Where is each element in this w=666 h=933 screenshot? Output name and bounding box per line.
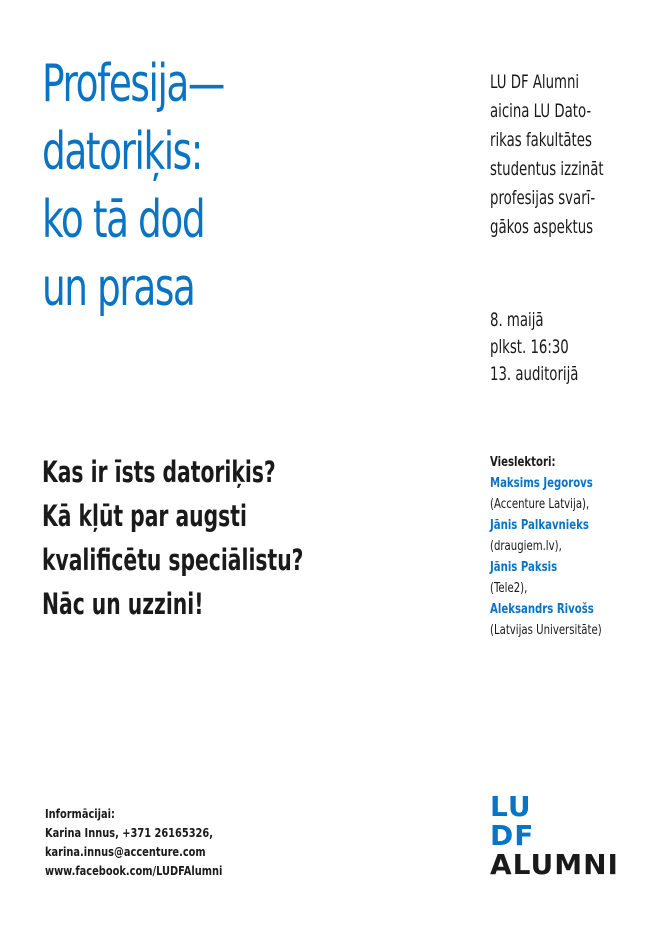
speaker-name: Jānis Palkavnieks bbox=[490, 518, 589, 533]
lecturers-heading: Vieslektori: bbox=[490, 455, 556, 470]
headline-line: un prasa bbox=[42, 258, 195, 318]
speaker-org: (Latvijas Universitāte) bbox=[490, 623, 602, 638]
speaker-name: Aleksandrs Rivošs bbox=[490, 602, 594, 617]
question-line: Kā kļūt par augsti bbox=[42, 499, 247, 533]
intro-line: LU DF Alumni bbox=[490, 71, 580, 93]
speaker-org: (draugiem.lv), bbox=[490, 539, 562, 554]
intro-line: studentus izzināt bbox=[490, 158, 604, 180]
headline-line: Profesija— bbox=[42, 54, 224, 114]
headline-line: datoriķis: bbox=[42, 122, 202, 182]
event-date: 8. maijā bbox=[490, 309, 544, 331]
event-details bbox=[490, 307, 578, 388]
contact-person: Karina Innus, +371 26165326, bbox=[45, 826, 213, 840]
logo-line-alumni: ALUMNI bbox=[490, 848, 619, 881]
contact-heading: Informācijai: bbox=[45, 807, 115, 821]
intro-line: profesijas svarī- bbox=[490, 187, 596, 209]
intro-line: gākos aspektus bbox=[490, 216, 594, 238]
speaker-name: Maksims Jegorovs bbox=[490, 476, 593, 491]
event-room: 13. auditorijā bbox=[490, 363, 579, 385]
contact-info bbox=[45, 805, 222, 881]
logo-line-lu: LU bbox=[490, 790, 532, 823]
question-line: kvalificētu speciālistu? bbox=[42, 543, 304, 577]
event-time: plkst. 16:30 bbox=[490, 336, 569, 358]
question-line: Kas ir īsts datoriķis? bbox=[42, 455, 276, 489]
speaker-name: Jānis Paksis bbox=[490, 560, 558, 575]
guest-lecturers bbox=[490, 452, 602, 641]
ludf-alumni-logo bbox=[490, 792, 619, 879]
speaker-org: (Accenture Latvija), bbox=[490, 497, 590, 512]
contact-email: karina.innus@accenture.com bbox=[45, 845, 206, 859]
speaker-org: (Tele2), bbox=[490, 581, 528, 596]
intro-text bbox=[490, 68, 604, 242]
headline bbox=[42, 50, 272, 322]
headline-line: ko tā dod bbox=[42, 190, 205, 250]
logo-line-df: DF bbox=[490, 819, 535, 852]
intro-line: aicina LU Dato- bbox=[490, 100, 592, 122]
intro-line: rikas fakultātes bbox=[490, 129, 592, 151]
questions bbox=[42, 450, 303, 626]
contact-facebook: www.facebook.com/LUDFAlumni bbox=[45, 864, 223, 878]
question-line: Nāc un uzzini! bbox=[42, 587, 204, 621]
